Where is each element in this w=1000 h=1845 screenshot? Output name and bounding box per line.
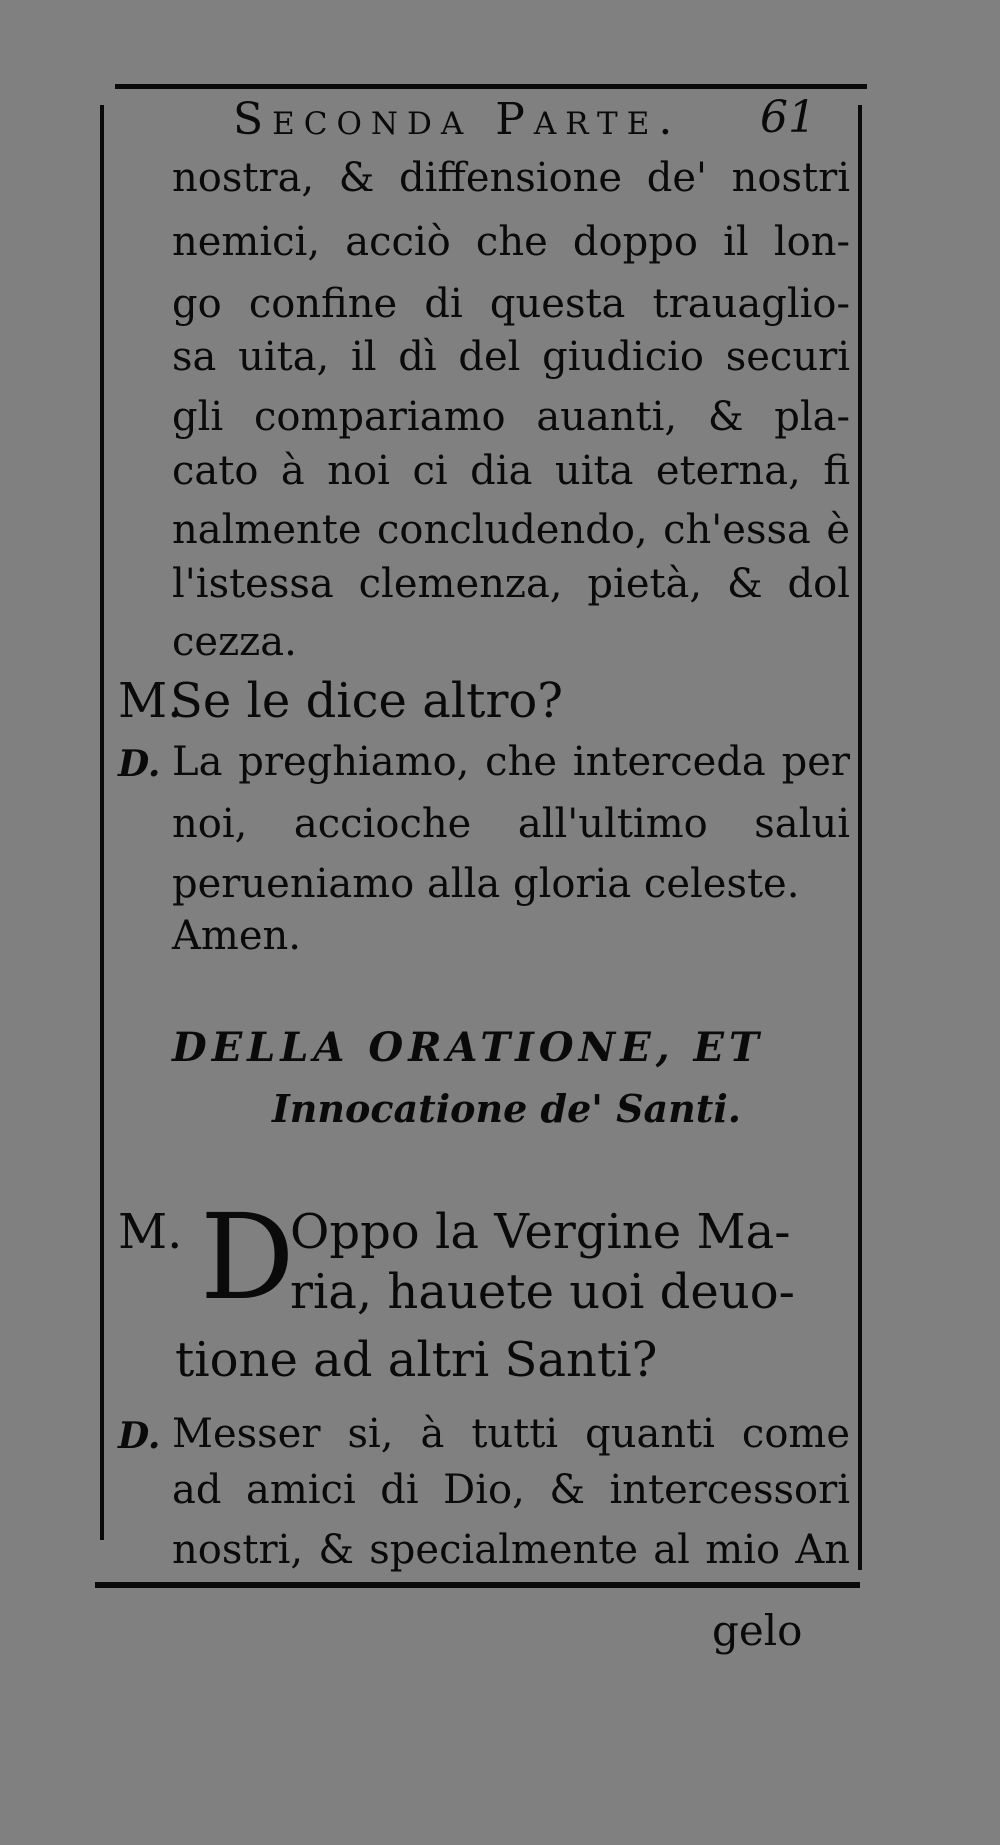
passage-line: gli compariamo auanti, & pla- xyxy=(172,394,850,440)
page-number: 61 xyxy=(760,92,816,143)
passage-line: cezza. xyxy=(172,619,297,665)
speaker-label-d: D. xyxy=(118,1415,161,1457)
answer-line: nostri, & specialmente al mio An xyxy=(172,1527,850,1573)
answer-line: La preghiamo, che interceda per xyxy=(172,739,850,785)
answer-line: Messer si, à tutti quanti come xyxy=(172,1411,850,1457)
answer-line: noi, accioche all'ultimo salui xyxy=(172,801,850,847)
drop-cap-initial: D xyxy=(200,1188,295,1326)
left-border-rule xyxy=(100,105,104,1540)
running-header: Seconda Parte. xyxy=(233,94,682,145)
section-heading: DELLA ORATIONE, ET xyxy=(172,1024,764,1071)
question-line: tione ad altri Santi? xyxy=(175,1332,658,1388)
passage-line: nalmente concludendo, ch'essa è xyxy=(172,507,850,553)
passage-line: nostra, & diffensione de' nostri xyxy=(172,155,850,201)
speaker-label-m: M. xyxy=(118,1204,183,1260)
passage-line: l'istessa clemenza, pietà, & dol xyxy=(172,561,850,607)
bottom-border-rule xyxy=(95,1582,860,1588)
passage-line: sa uita, il dì del giudicio securi xyxy=(172,334,850,380)
question-text: Se le dice altro? xyxy=(170,673,564,729)
section-subheading: Innocatione de' Santi. xyxy=(272,1086,742,1131)
question-line: ria, hauete uoi deuo- xyxy=(290,1264,795,1320)
right-border-rule xyxy=(858,105,862,1570)
passage-line: cato à noi ci dia uita eterna, fi xyxy=(172,448,850,494)
answer-line: perueniamo alla gloria celeste. xyxy=(172,861,800,907)
answer-line: Amen. xyxy=(172,913,301,959)
speaker-label-m: M. xyxy=(118,673,183,729)
answer-line: ad amici di Dio, & intercessori xyxy=(172,1467,850,1513)
catchword: gelo xyxy=(712,1606,803,1655)
top-border-rule xyxy=(115,84,867,89)
passage-line: go confine di questa trauaglio- xyxy=(172,281,850,327)
passage-line: nemici, acciò che doppo il lon- xyxy=(172,219,850,265)
question-line: Oppo la Vergine Ma- xyxy=(290,1204,791,1260)
speaker-label-d: D. xyxy=(118,743,161,785)
